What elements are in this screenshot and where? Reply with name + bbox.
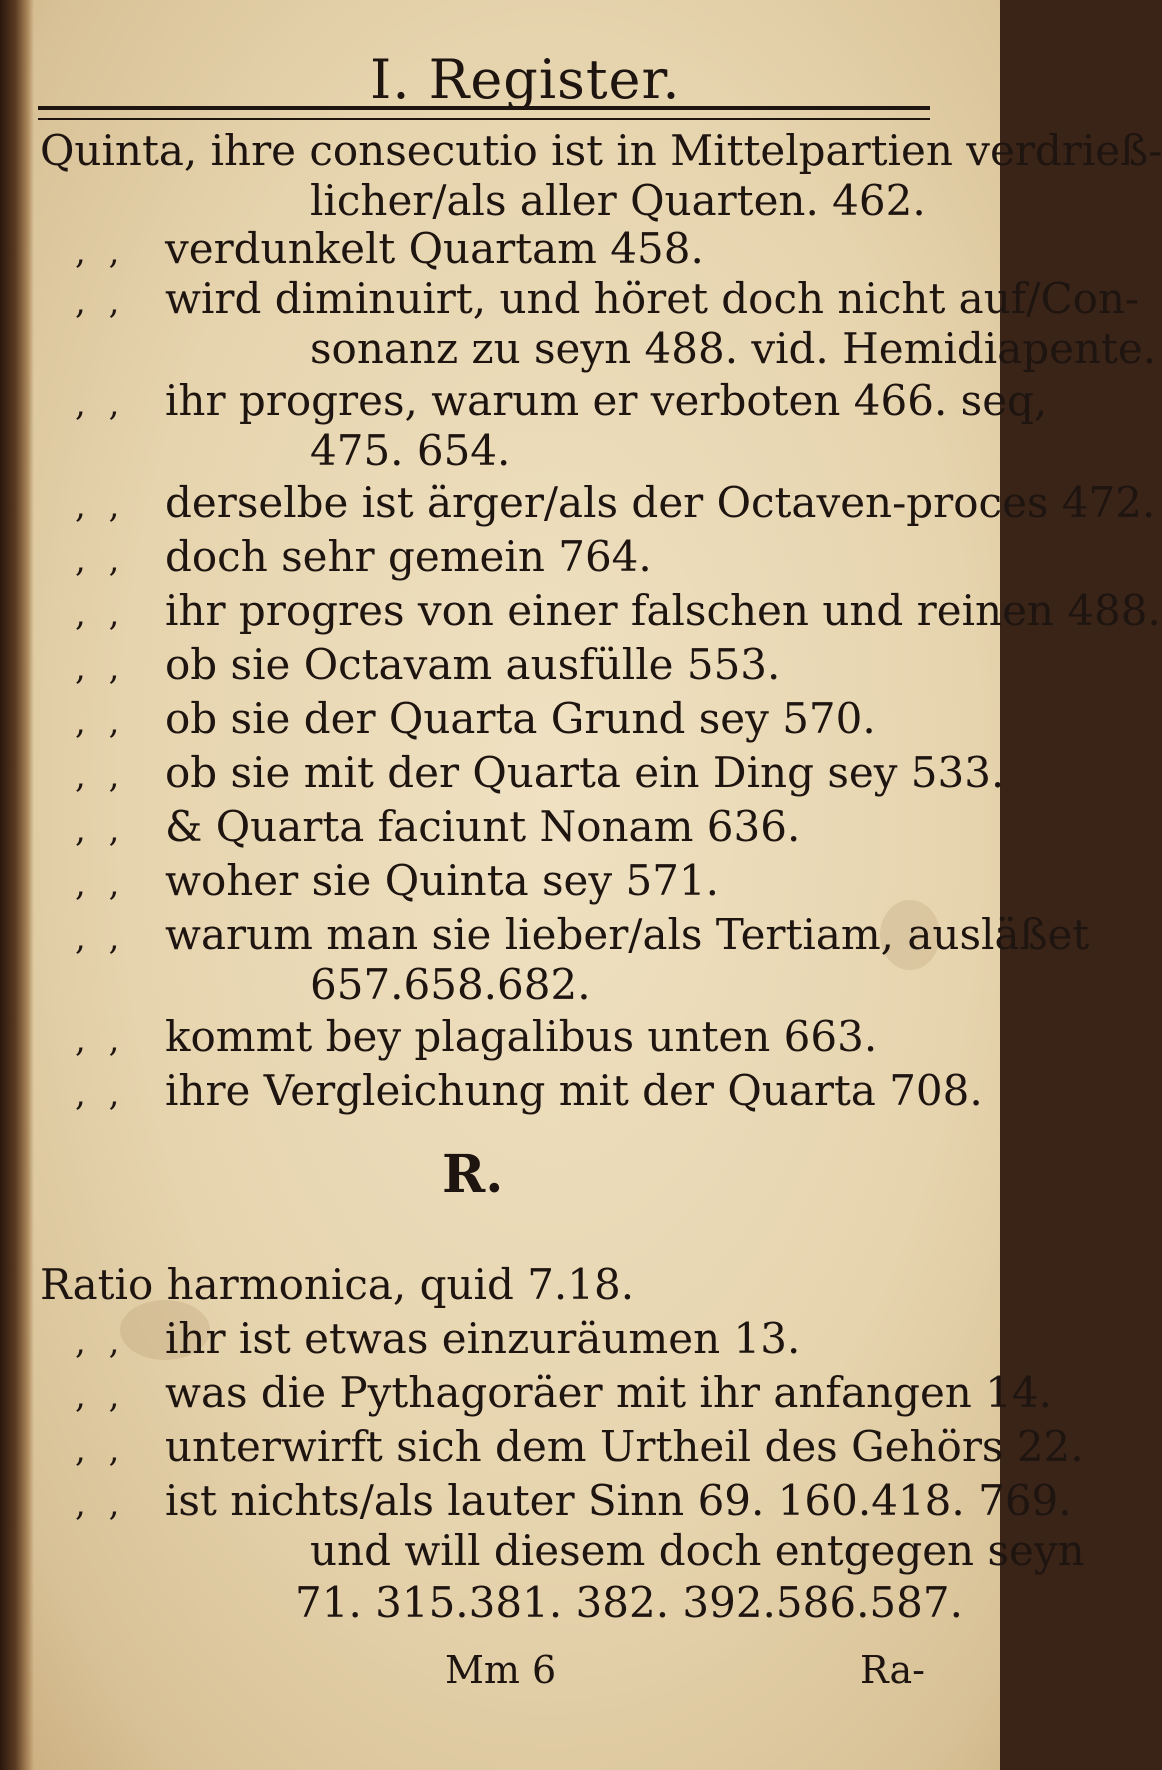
ditto-mark: , ,: [75, 1074, 126, 1114]
ditto-mark: , ,: [75, 1376, 126, 1416]
ditto-mark: , ,: [75, 540, 126, 580]
index-entry: warum man sie lieber/als Tertiam, ausläßet: [165, 910, 1090, 959]
index-entry: Quinta, ihre consecutio ist in Mittelpartien verdrieß-: [40, 126, 1162, 175]
page-gutter: [0, 0, 34, 1770]
ditto-mark: , ,: [75, 282, 126, 322]
index-entry-continuation: 71. 315.381. 382. 392.586.587.: [295, 1578, 963, 1627]
ditto-mark: , ,: [75, 232, 126, 272]
ditto-mark: , ,: [75, 864, 126, 904]
ditto-mark: , ,: [75, 1322, 126, 1362]
catchword: Ra-: [860, 1648, 925, 1692]
index-entry: & Quarta faciunt Nonam 636.: [165, 802, 801, 851]
ditto-mark: , ,: [75, 756, 126, 796]
index-entry: ob sie Octavam ausfülle 553.: [165, 640, 781, 689]
index-entry: woher sie Quinta sey 571.: [165, 856, 719, 905]
index-entry: ihr ist etwas einzuräumen 13.: [165, 1314, 801, 1363]
index-entry: wird diminuirt, und höret doch nicht auf/Con-: [165, 274, 1140, 323]
index-entry: Ratio harmonica, quid 7.18.: [40, 1260, 635, 1309]
ditto-mark: , ,: [75, 648, 126, 688]
index-entry: ob sie der Quarta Grund sey 570.: [165, 694, 876, 743]
index-entry: ob sie mit der Quarta ein Ding sey 533.: [165, 748, 1005, 797]
ditto-mark: , ,: [75, 918, 126, 958]
index-entry: kommt bey plagalibus unten 663.: [165, 1012, 878, 1061]
ditto-mark: , ,: [75, 486, 126, 526]
ditto-mark: , ,: [75, 594, 126, 634]
index-entry-continuation: 657.658.682.: [310, 960, 591, 1009]
index-entry-continuation: 475. 654.: [310, 426, 511, 475]
signature-mark: Mm 6: [445, 1648, 557, 1692]
index-entry-continuation: licher/als aller Quarten. 462.: [310, 176, 926, 225]
index-entry-continuation: sonanz zu seyn 488. vid. Hemidiapente.: [310, 324, 1157, 373]
index-entry: derselbe ist ärger/als der Octaven-proces 472.: [165, 478, 1156, 527]
ditto-mark: , ,: [75, 702, 126, 742]
index-entry: doch sehr gemein 764.: [165, 532, 652, 581]
index-entry: ist nichts/als lauter Sinn 69. 160.418. 769.: [165, 1476, 1072, 1525]
index-entry: ihr progres, warum er verboten 466. seq,: [165, 376, 1048, 425]
ditto-mark: , ,: [75, 1020, 126, 1060]
index-entry: was die Pythagoräer mit ihr anfangen 14.: [165, 1368, 1053, 1417]
index-entry: ihr progres von einer falschen und reinen 488.: [165, 586, 1161, 635]
index-entry: verdunkelt Quartam 458.: [165, 224, 704, 273]
index-entry: ihre Vergleichung mit der Quarta 708.: [165, 1066, 983, 1115]
header-rule: [38, 106, 930, 120]
page-header: I. Register.: [370, 48, 681, 111]
index-entry-continuation: und will diesem doch entgegen seyn: [310, 1526, 1085, 1575]
ditto-mark: , ,: [75, 810, 126, 850]
ditto-mark: , ,: [75, 384, 126, 424]
index-entry: unterwirft sich dem Urtheil des Gehörs 22.: [165, 1422, 1084, 1471]
section-letter: R.: [442, 1144, 504, 1205]
ditto-mark: , ,: [75, 1484, 126, 1524]
ditto-mark: , ,: [75, 1430, 126, 1470]
